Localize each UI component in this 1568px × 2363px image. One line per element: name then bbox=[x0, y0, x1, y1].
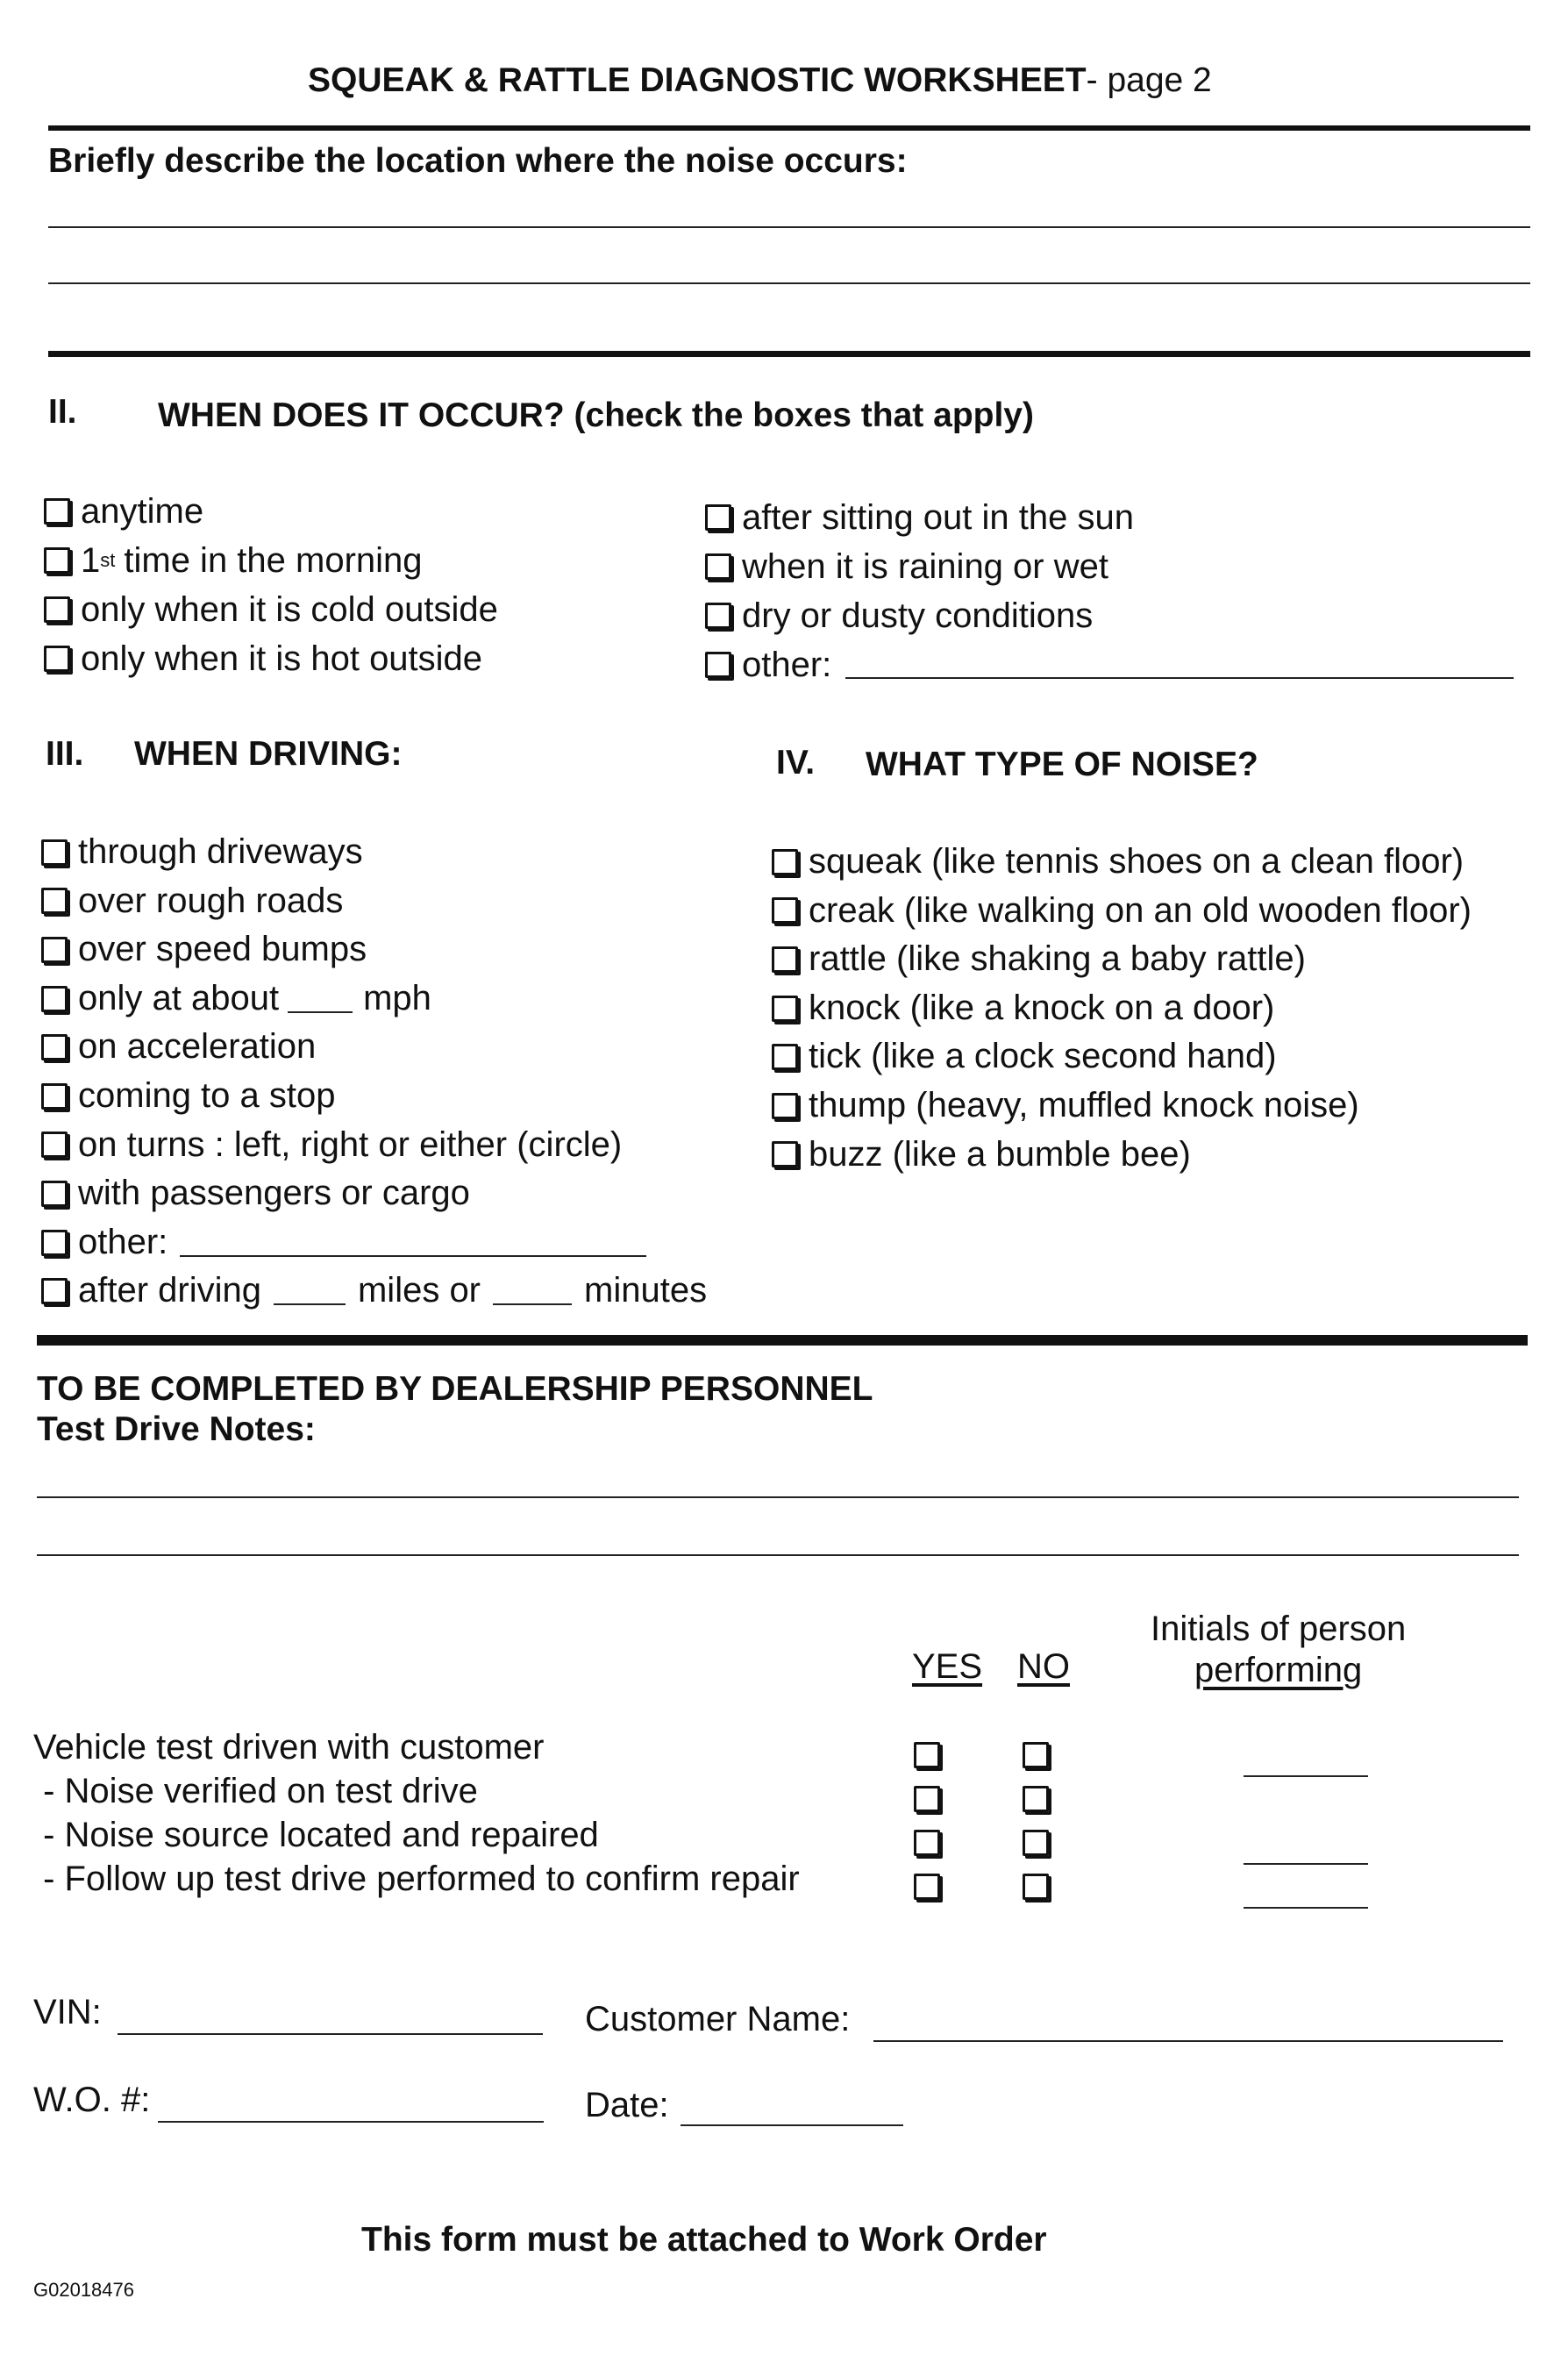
option-label: when it is raining or wet bbox=[742, 547, 1108, 586]
checkbox[interactable] bbox=[44, 596, 70, 623]
checkbox[interactable] bbox=[41, 839, 68, 866]
option-passengers[interactable] bbox=[41, 1169, 707, 1218]
row-source-repaired: - Noise source located and repaired bbox=[33, 1816, 599, 1854]
section3-numeral: III. bbox=[46, 735, 84, 773]
date-label: Date: bbox=[585, 2086, 669, 2124]
option-label: with passengers or cargo bbox=[78, 1174, 470, 1213]
option-speed-bumps[interactable] bbox=[41, 925, 707, 974]
form-code: G02018476 bbox=[33, 2279, 134, 2301]
no-header: NO bbox=[1017, 1647, 1070, 1686]
option-label: over speed bumps bbox=[78, 930, 367, 969]
notes-line-1[interactable] bbox=[37, 1496, 1519, 1498]
attach-notice: This form must be attached to Work Order bbox=[361, 2221, 1047, 2259]
location-line-1[interactable] bbox=[48, 226, 1530, 228]
option-rough-roads[interactable] bbox=[41, 877, 707, 926]
section2-right-list bbox=[705, 493, 1514, 689]
mph-field[interactable] bbox=[288, 985, 353, 1013]
title-text: SQUEAK & RATTLE DIAGNOSTIC WORKSHEET bbox=[308, 61, 1087, 99]
section2-heading-text: WHEN DOES IT OCCUR? bbox=[158, 396, 565, 434]
option-rattle[interactable] bbox=[772, 935, 1472, 984]
option-squeak[interactable] bbox=[772, 838, 1472, 887]
wo-label: W.O. #: bbox=[33, 2081, 151, 2119]
notes-line-2[interactable] bbox=[37, 1554, 1519, 1556]
option-only-at-mph[interactable] bbox=[41, 974, 707, 1024]
section3-list bbox=[41, 828, 707, 1316]
initials-field-4[interactable] bbox=[1244, 1907, 1368, 1909]
section2-left-list bbox=[44, 487, 498, 683]
option-sup: st bbox=[100, 549, 116, 571]
option-label: buzz (like a bumble bee) bbox=[809, 1134, 1191, 1174]
customer-name-label: Customer Name: bbox=[585, 2000, 851, 2038]
option-first-time-morning[interactable] bbox=[44, 536, 498, 585]
option-label: only at about bbox=[78, 978, 280, 1017]
checkbox[interactable] bbox=[772, 946, 798, 973]
option-raining[interactable] bbox=[705, 542, 1514, 591]
no-checkbox-3[interactable] bbox=[1023, 1830, 1049, 1856]
checkbox[interactable] bbox=[705, 652, 731, 678]
option-label: other: bbox=[742, 646, 832, 684]
option-after-driving[interactable] bbox=[41, 1267, 707, 1316]
checkbox[interactable] bbox=[705, 603, 731, 629]
option-label: on turns : left, right or either (circle) bbox=[78, 1124, 623, 1164]
option-thump[interactable] bbox=[772, 1082, 1472, 1131]
option-stop[interactable] bbox=[41, 1072, 707, 1121]
yes-checkbox-4[interactable] bbox=[914, 1874, 940, 1900]
section3-heading: WHEN DRIVING: bbox=[134, 735, 403, 773]
option-turns[interactable] bbox=[41, 1121, 707, 1170]
checkbox[interactable] bbox=[41, 1278, 68, 1304]
checkbox[interactable] bbox=[41, 937, 68, 963]
checkbox[interactable] bbox=[772, 996, 798, 1022]
option-anytime[interactable] bbox=[44, 487, 498, 536]
option-label: coming to a stop bbox=[78, 1075, 336, 1115]
page-title bbox=[308, 61, 1212, 100]
option-prefix: 1 bbox=[81, 541, 101, 580]
option-hot-outside[interactable] bbox=[44, 634, 498, 683]
row-follow-up: - Follow up test drive performed to confirm repair bbox=[33, 1860, 800, 1898]
option-creak[interactable] bbox=[772, 887, 1472, 936]
other-driving-field[interactable] bbox=[180, 1229, 646, 1257]
mph-suffix: mph bbox=[363, 978, 431, 1017]
option-tick[interactable] bbox=[772, 1032, 1472, 1082]
option-label: rattle (like shaking a baby rattle) bbox=[809, 939, 1306, 979]
checkbox[interactable] bbox=[44, 547, 70, 574]
option-dusty[interactable] bbox=[705, 591, 1514, 640]
miles-field[interactable] bbox=[274, 1277, 346, 1305]
initials-field-1[interactable] bbox=[1244, 1775, 1368, 1777]
option-sun[interactable] bbox=[705, 493, 1514, 542]
after-mid: miles or bbox=[357, 1271, 481, 1310]
option-label: only when it is cold outside bbox=[81, 590, 498, 629]
option-other-driving[interactable] bbox=[41, 1218, 707, 1267]
option-label: squeak (like tennis shoes on a clean floor) bbox=[809, 842, 1465, 881]
header-rule bbox=[48, 125, 1530, 131]
section4-list bbox=[772, 838, 1472, 1179]
initials-header-2: performing bbox=[1194, 1651, 1363, 1689]
option-driveways[interactable] bbox=[41, 828, 707, 877]
option-label: time in the morning bbox=[124, 541, 423, 580]
yes-checkbox-2[interactable] bbox=[914, 1786, 940, 1812]
checkbox[interactable] bbox=[41, 1132, 68, 1158]
section4-heading: WHAT TYPE OF NOISE? bbox=[866, 746, 1258, 783]
checkbox[interactable] bbox=[772, 849, 798, 875]
section2-numeral: II. bbox=[48, 393, 77, 431]
notes-label: Test Drive Notes: bbox=[37, 1410, 316, 1448]
option-label: dry or dusty conditions bbox=[742, 596, 1094, 635]
date-field[interactable] bbox=[681, 2124, 903, 2126]
section2-heading bbox=[158, 396, 1034, 435]
checkbox[interactable] bbox=[705, 504, 731, 531]
option-other-when[interactable] bbox=[705, 640, 1514, 689]
option-label: creak (like walking on an old wooden floor) bbox=[809, 890, 1472, 930]
row-test-driven: Vehicle test driven with customer bbox=[33, 1728, 545, 1767]
dealer-heading: TO BE COMPLETED BY DEALERSHIP PERSONNEL bbox=[37, 1370, 873, 1408]
vin-field[interactable] bbox=[118, 2033, 543, 2035]
option-label: anytime bbox=[81, 492, 204, 531]
checkbox[interactable] bbox=[772, 1044, 798, 1070]
checkbox[interactable] bbox=[44, 498, 70, 525]
minutes-field[interactable] bbox=[493, 1277, 572, 1305]
option-label: thump (heavy, muffled knock noise) bbox=[809, 1085, 1359, 1124]
option-cold-outside[interactable] bbox=[44, 585, 498, 634]
checkbox[interactable] bbox=[41, 1083, 68, 1110]
checkbox[interactable] bbox=[772, 1141, 798, 1167]
vin-label: VIN: bbox=[33, 1993, 102, 2031]
option-label: knock (like a knock on a door) bbox=[809, 988, 1275, 1027]
option-label: only when it is hot outside bbox=[81, 639, 483, 678]
option-label: after sitting out in the sun bbox=[742, 498, 1134, 537]
location-prompt: Briefly describe the location where the noise occurs: bbox=[48, 142, 908, 180]
section-rule-1 bbox=[48, 351, 1530, 357]
customer-name-field[interactable] bbox=[873, 2040, 1503, 2042]
other-when-field[interactable] bbox=[845, 651, 1514, 679]
option-label: other: bbox=[78, 1222, 168, 1261]
initials-header-1: Initials of person bbox=[1151, 1610, 1407, 1648]
option-buzz[interactable] bbox=[772, 1131, 1472, 1180]
checkbox[interactable] bbox=[772, 1093, 798, 1119]
checkbox[interactable] bbox=[41, 1230, 68, 1256]
yes-checkbox-3[interactable] bbox=[914, 1830, 940, 1856]
section2-note: (check the boxes that apply) bbox=[574, 396, 1034, 434]
option-label: tick (like a clock second hand) bbox=[809, 1037, 1277, 1076]
option-label: on acceleration bbox=[78, 1027, 317, 1067]
option-acceleration[interactable] bbox=[41, 1023, 707, 1072]
no-checkbox-4[interactable] bbox=[1023, 1874, 1049, 1900]
checkbox[interactable] bbox=[41, 888, 68, 914]
no-checkbox-1[interactable] bbox=[1023, 1742, 1049, 1768]
section4-numeral: IV. bbox=[776, 744, 816, 782]
initials-field-3[interactable] bbox=[1244, 1863, 1368, 1865]
page-label: - page 2 bbox=[1086, 61, 1212, 99]
row-noise-verified: - Noise verified on test drive bbox=[33, 1772, 478, 1810]
wo-field[interactable] bbox=[158, 2121, 544, 2123]
yes-checkbox-1[interactable] bbox=[914, 1742, 940, 1768]
location-line-2[interactable] bbox=[48, 282, 1530, 284]
option-label: over rough roads bbox=[78, 881, 344, 920]
checkbox[interactable] bbox=[41, 986, 68, 1012]
after-suffix: minutes bbox=[584, 1271, 708, 1310]
dealer-rule bbox=[37, 1335, 1528, 1346]
no-checkbox-2[interactable] bbox=[1023, 1786, 1049, 1812]
yes-header: YES bbox=[912, 1647, 983, 1686]
checkbox[interactable] bbox=[772, 897, 798, 924]
checkbox[interactable] bbox=[41, 1034, 68, 1060]
checkbox[interactable] bbox=[41, 1181, 68, 1207]
option-knock[interactable] bbox=[772, 984, 1472, 1033]
option-label: after driving bbox=[78, 1271, 261, 1310]
checkbox[interactable] bbox=[705, 553, 731, 580]
option-label: through driveways bbox=[78, 832, 363, 871]
checkbox[interactable] bbox=[44, 646, 70, 672]
